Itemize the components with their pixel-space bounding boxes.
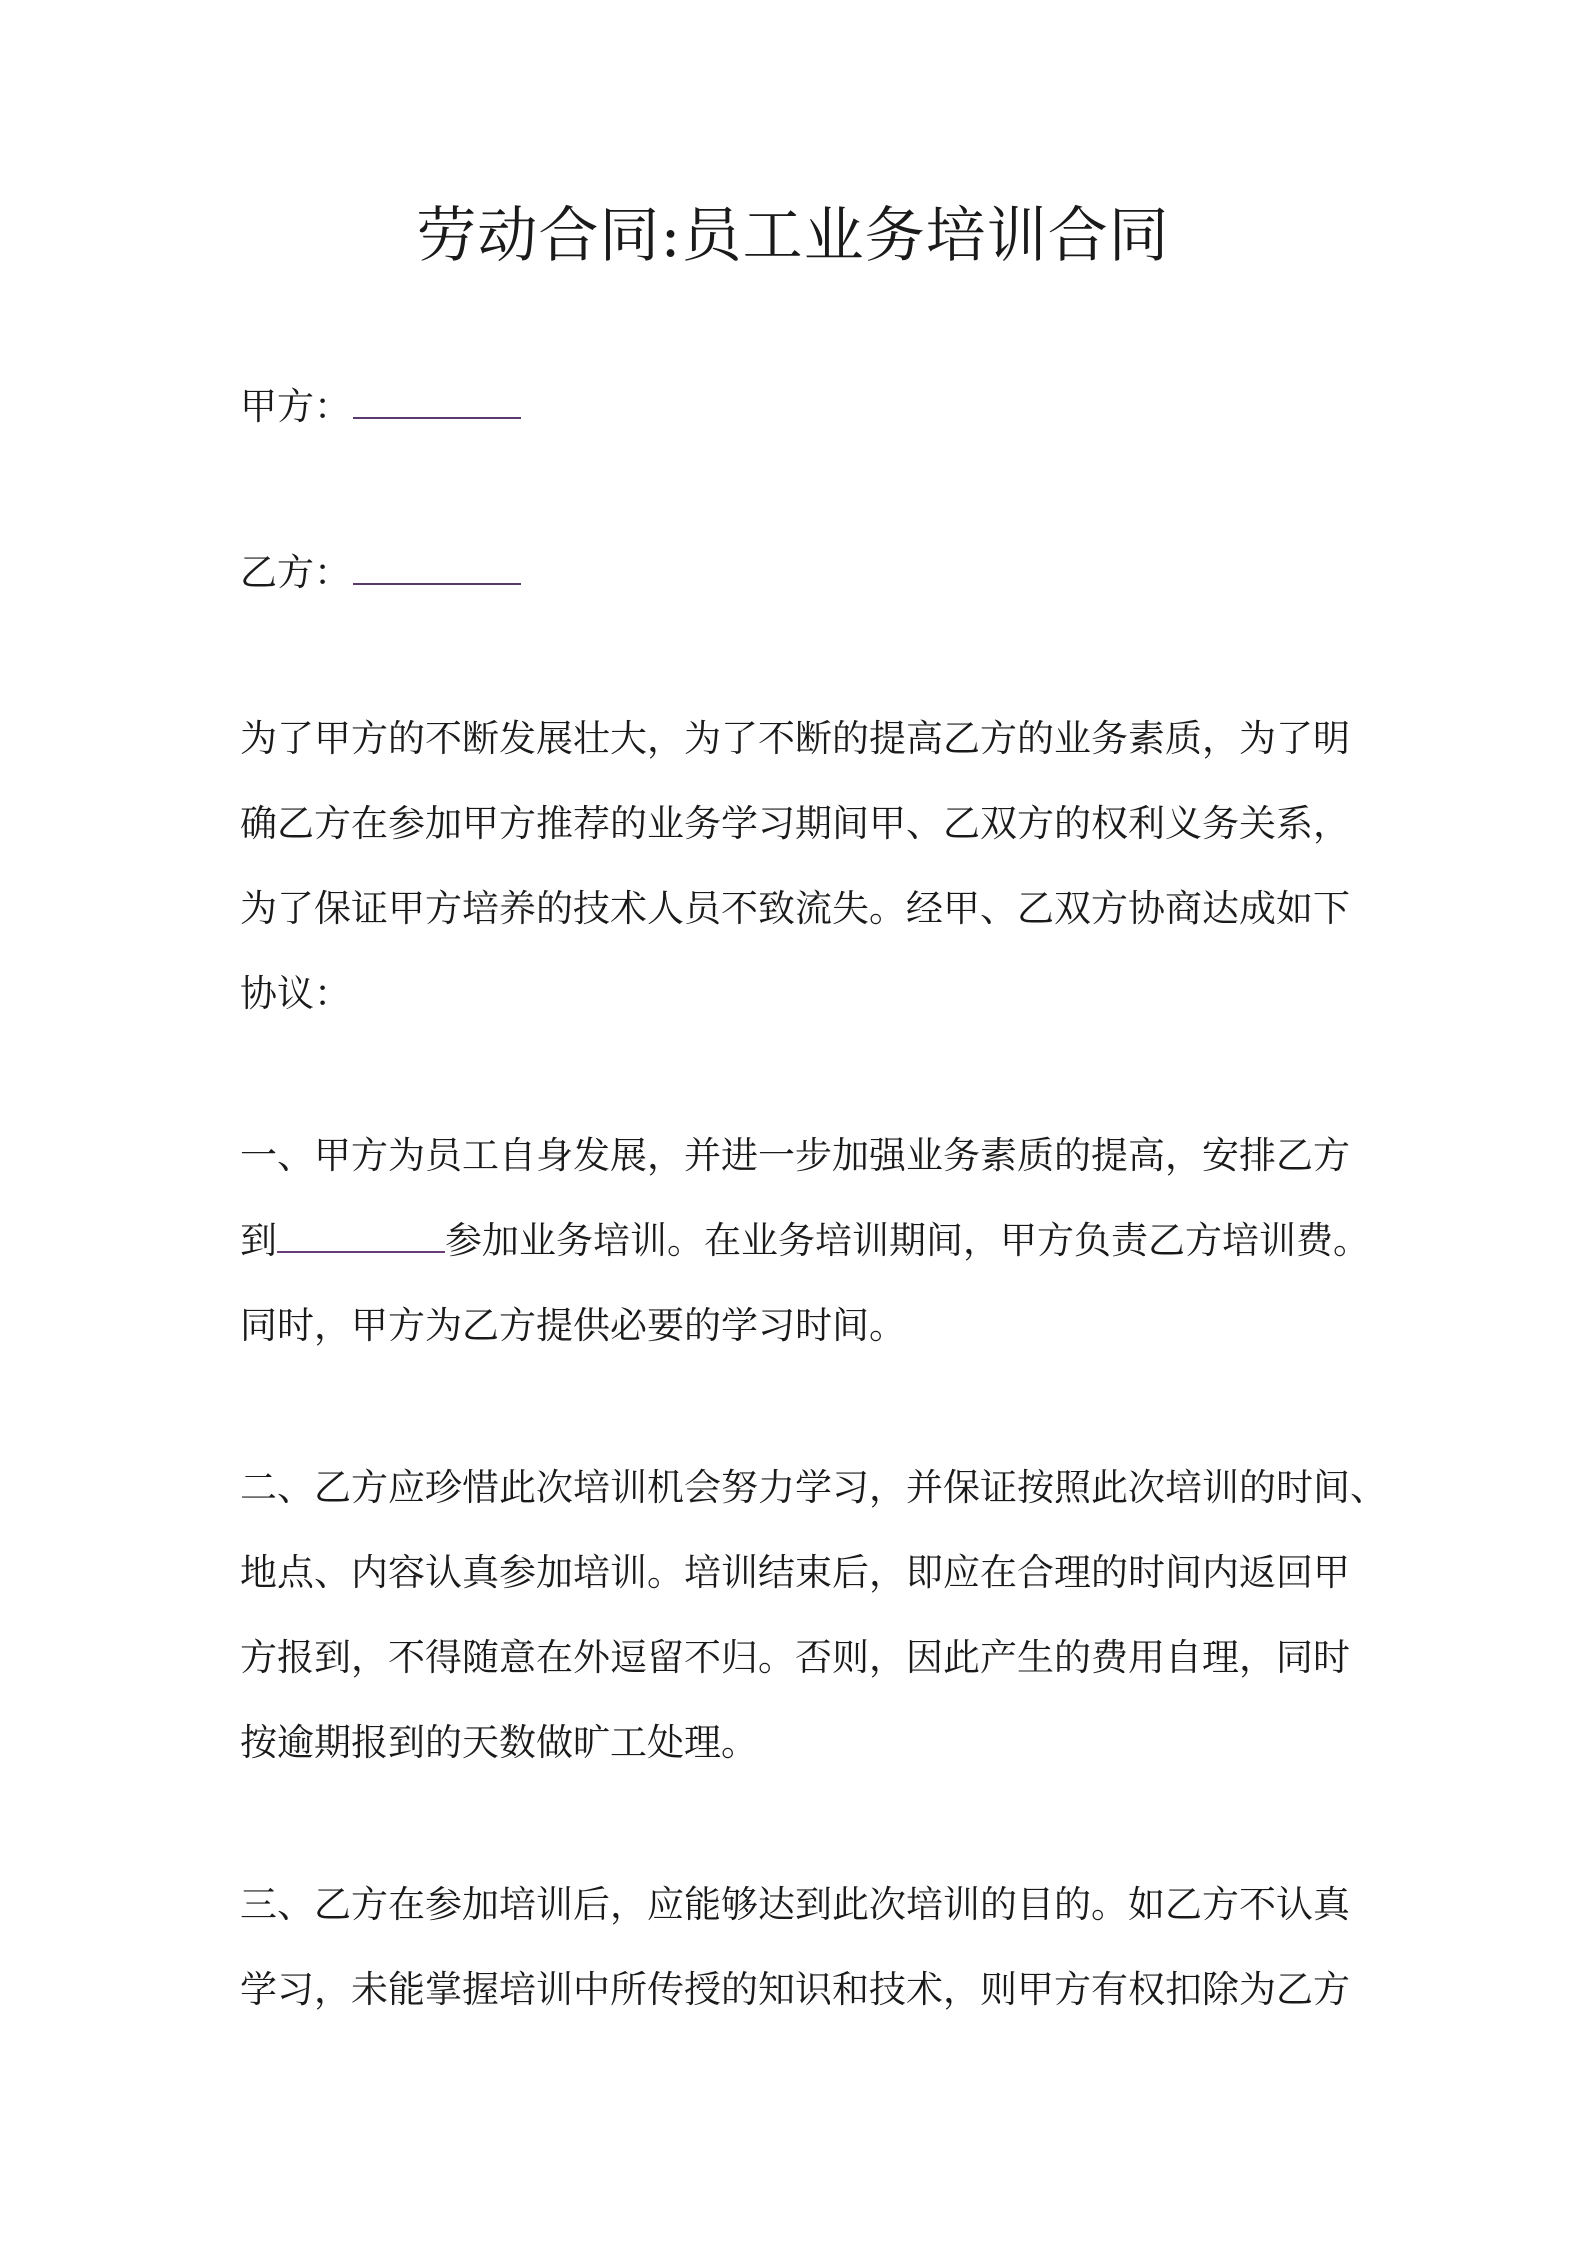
- document-title: 劳动合同:员工业务培训合同: [416, 201, 1170, 271]
- training-location-blank[interactable]: [277, 1217, 445, 1253]
- party-b-line: [240, 548, 521, 598]
- clause1-suffix: 参加业务培训。在业务培训期间，甲方负责乙方培训费。: [445, 1219, 1370, 1262]
- intro-line-4: 协议：: [240, 972, 351, 1015]
- party-a-blank[interactable]: [353, 383, 521, 419]
- intro-line-2: 确乙方在参加甲方推荐的业务学习期间甲、乙双方的权利义务关系，: [240, 802, 1350, 845]
- clause3-line-2: 学习，未能掌握培训中所传授的知识和技术，则甲方有权扣除为乙方: [240, 1968, 1350, 2011]
- clause1-line-1: 一、甲方为员工自身发展，并进一步加强业务素质的提高，安排乙方: [240, 1134, 1350, 1177]
- party-b-label: 乙方：: [240, 551, 351, 594]
- clause2-line-1: 二、乙方应珍惜此次培训机会努力学习，并保证按照此次培训的时间、: [240, 1466, 1387, 1509]
- clause1-line-3: 同时，甲方为乙方提供必要的学习时间。: [240, 1304, 906, 1347]
- party-a-label: 甲方：: [240, 385, 351, 428]
- clause2-line-4: 按逾期报到的天数做旷工处理。: [240, 1721, 758, 1764]
- intro-line-3: 为了保证甲方培养的技术人员不致流失。经甲、乙双方协商达成如下: [240, 887, 1350, 930]
- party-b-blank[interactable]: [353, 549, 521, 585]
- clause2-line-2: 地点、内容认真参加培训。培训结束后，即应在合理的时间内返回甲: [240, 1551, 1350, 1594]
- clause1-line-2: [240, 1216, 1370, 1266]
- clause1-prefix: 到: [240, 1219, 277, 1262]
- clause3-line-1: 三、乙方在参加培训后，应能够达到此次培训的目的。如乙方不认真: [240, 1883, 1350, 1926]
- party-a-line: [240, 382, 521, 432]
- clause2-line-3: 方报到，不得随意在外逗留不归。否则，因此产生的费用自理，同时: [240, 1636, 1350, 1679]
- intro-line-1: 为了甲方的不断发展壮大，为了不断的提高乙方的业务素质，为了明: [240, 717, 1350, 760]
